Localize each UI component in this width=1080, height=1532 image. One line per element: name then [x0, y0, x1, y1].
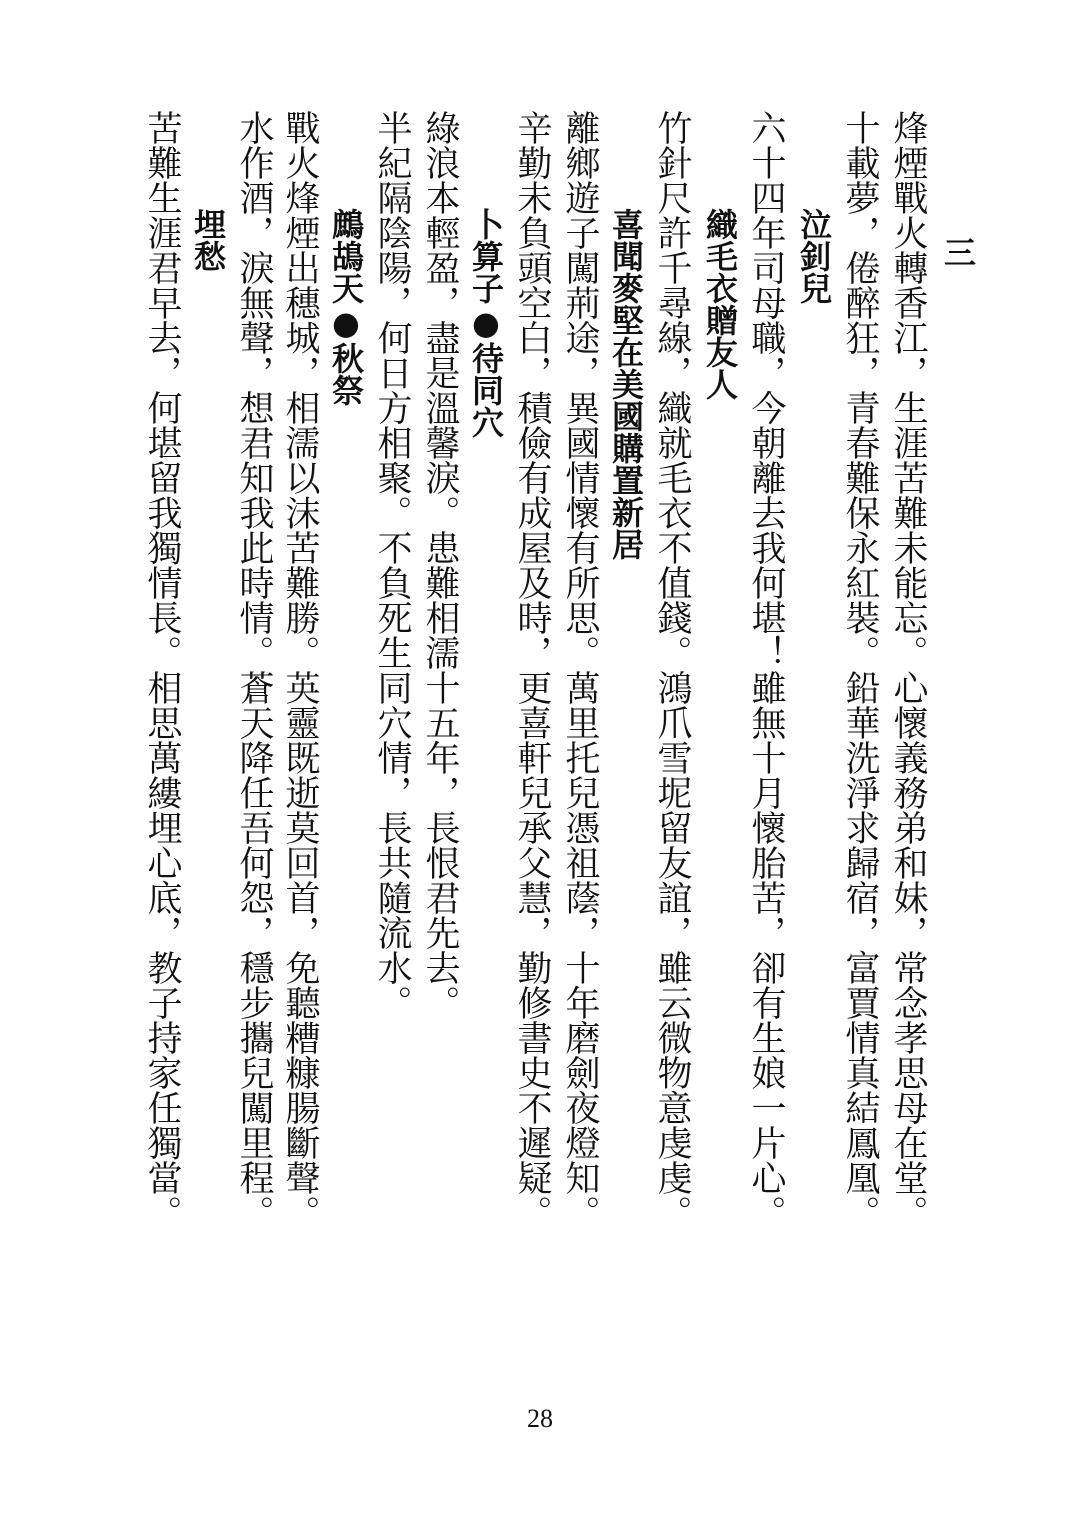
poem-title: 埋愁	[189, 208, 227, 272]
poem-line: 竹針尺許千尋線，織就毛衣不值錢。鴻爪雪坭留友誼，雖云微物意虔虔。	[652, 110, 692, 1230]
poem-line: 離鄉遊子闖荊途，異國情懷有所思。萬里托兒憑祖蔭，十年磨劍夜燈知。	[560, 110, 600, 1230]
poem-title: 喜聞麥堅在美國購置新居	[607, 208, 645, 560]
poem-title: 泣釗兒	[795, 208, 833, 304]
page-number: 28	[527, 1404, 553, 1433]
poem-line: 戰火烽煙出穗城，相濡以沫苦難勝。英靈既逝莫回首，免聽糟糠腸斷聲。	[280, 110, 320, 1230]
poem-title: 卜算子●待同穴	[467, 208, 505, 438]
poem-line: 水作酒，淚無聲，想君知我此時情。蒼天降任吾何怨，穩步攜兒闖里程。	[234, 110, 274, 1230]
poem-line: 烽煙戰火轉香江，生涯苦難未能忘。心懷義務弟和妹，常念孝思母在堂。	[888, 110, 928, 1230]
poem-line: 辛勤未負頭空白，積儉有成屋及時，更喜軒兒承父慧，勤修書史不遲疑。	[512, 110, 552, 1230]
poem-line: 六十四年司母職，今朝離去我何堪！雖無十月懷胎苦，卻有生娘一片心。	[746, 110, 786, 1230]
poem-line: 苦難生涯君早去，何堪留我獨情長。相思萬縷埋心底，教子持家任獨當。	[142, 110, 182, 1230]
poem-line: 十載夢，倦醉狂，青春難保永紅裝。鉛華洗淨求歸宿，富賈情真結鳳凰。	[840, 110, 880, 1230]
poem-line: 綠浪本輕盈，盡是溫馨淚。患難相濡十五年，長恨君先去。	[420, 110, 460, 1020]
poem-title: 織毛衣贈友人	[701, 208, 739, 400]
poem-line: 半紀隔陰陽，何日方相聚。不負死生同穴情，長共隨流水。	[372, 110, 412, 1020]
title-three: 三	[939, 236, 977, 268]
poem-title: 鷓鴣天●秋祭	[327, 208, 365, 406]
